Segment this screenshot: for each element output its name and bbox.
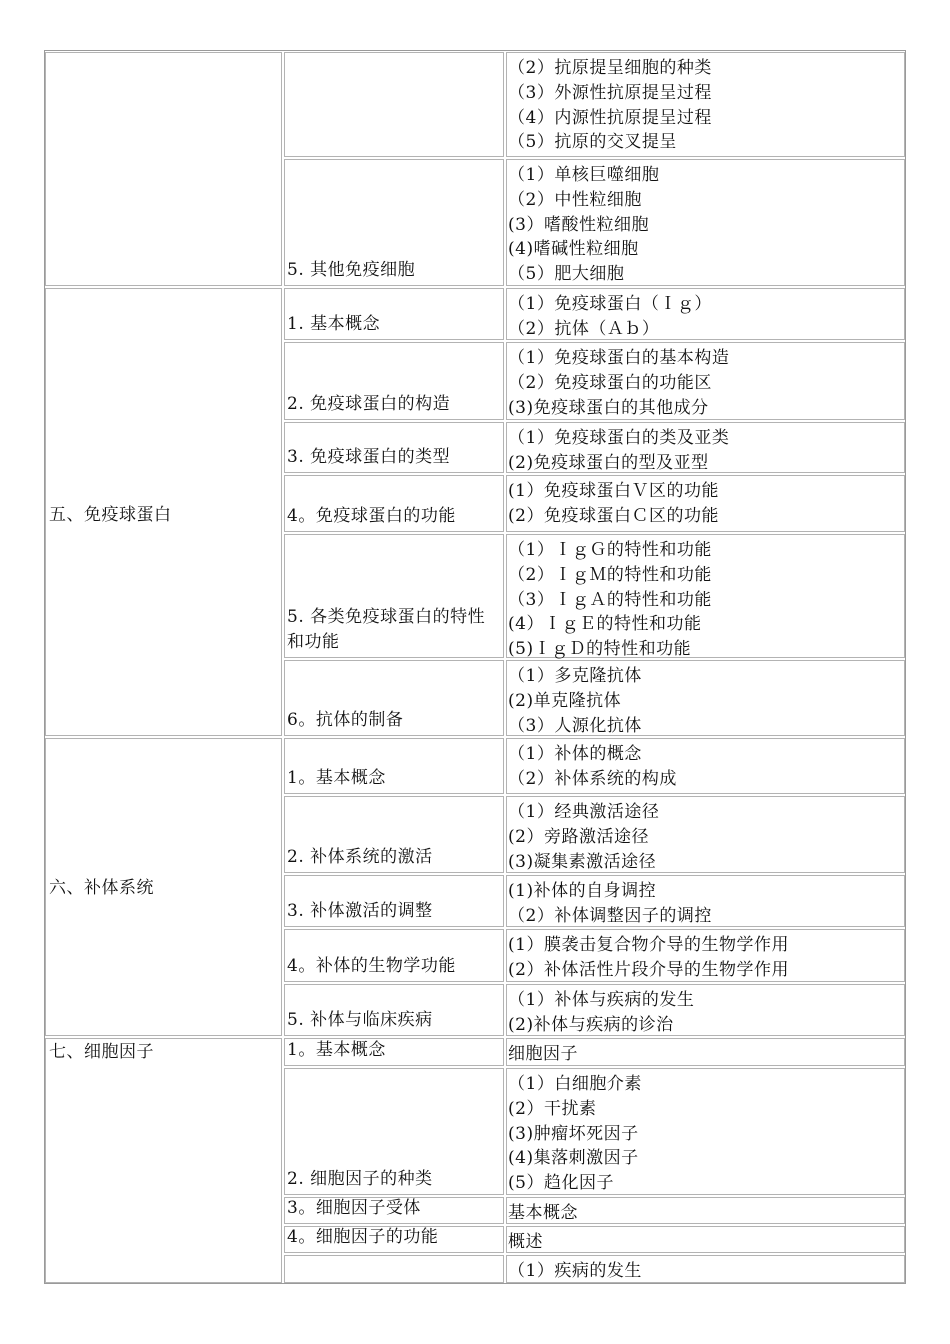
item-cell — [284, 159, 504, 286]
detail-line: 细胞因子 — [508, 1044, 578, 1064]
item-label: 5. 各类免疫球蛋白的特性和功能 — [287, 607, 486, 653]
detail-cell — [506, 660, 905, 736]
item-cell — [284, 534, 504, 658]
detail-list — [508, 800, 659, 874]
detail-line: （2）补体系统的构成 — [508, 768, 677, 789]
item-cell — [284, 660, 504, 736]
section-title: 七、细胞因子 — [49, 1042, 154, 1062]
detail-line: （2）免疫球蛋白的功能区 — [508, 372, 712, 393]
detail-list — [508, 479, 719, 529]
item-label: 1。基本概念 — [287, 768, 386, 789]
detail-line: （2）ＩｇＭ的特性和功能 — [508, 564, 712, 585]
detail-line: （2）补体调整因子的调控 — [508, 905, 712, 926]
detail-line: (3)肿瘤坏死因子 — [508, 1123, 639, 1144]
item-label: 2. 补体系统的激活 — [287, 847, 433, 868]
detail-cell — [506, 475, 905, 532]
detail-cell — [506, 1255, 905, 1283]
detail-list — [508, 56, 712, 155]
item-label: 3。细胞因子受体 — [287, 1198, 421, 1219]
detail-line: （1）单核巨噬细胞 — [508, 165, 660, 185]
item-label: 1。基本概念 — [287, 1040, 386, 1061]
detail-line: (3)免疫球蛋白的其他成分 — [508, 397, 709, 418]
detail-list — [508, 292, 712, 342]
detail-list — [508, 346, 729, 420]
detail-list — [508, 1201, 578, 1226]
item-label: 5. 补体与临床疾病 — [287, 1010, 433, 1031]
detail-line: 基本概念 — [508, 1203, 578, 1223]
detail-line: (2)单克隆抗体 — [508, 690, 622, 711]
item-cell — [284, 738, 504, 794]
detail-line: （1）白细胞介素 — [508, 1074, 642, 1094]
detail-line: （1）补体的概念 — [508, 744, 642, 764]
detail-list — [508, 1259, 642, 1284]
detail-line: (1)补体的自身调控 — [508, 881, 657, 901]
detail-line: （4）内源性抗原提呈过程 — [508, 107, 712, 128]
detail-line: （2）抗体（Ａｂ） — [508, 318, 660, 339]
detail-list — [508, 933, 789, 983]
detail-list — [508, 1042, 578, 1067]
item-label: 1. 基本概念 — [287, 314, 381, 335]
detail-list — [508, 664, 642, 738]
item-cell — [284, 929, 504, 982]
detail-list — [508, 163, 659, 287]
detail-line: (4)嗜碱性粒细胞 — [508, 239, 639, 260]
detail-line: （3）ＩｇＡ的特性和功能 — [508, 589, 712, 610]
detail-list — [508, 988, 694, 1038]
detail-line: (3)凝集素激活途径 — [508, 851, 657, 872]
item-cell — [284, 1255, 504, 1283]
item-label: 4。补体的生物学功能 — [287, 956, 456, 977]
item-cell — [284, 475, 504, 532]
section-cell — [45, 288, 282, 736]
item-cell — [284, 1038, 504, 1066]
detail-line: （5）抗原的交叉提呈 — [508, 132, 677, 153]
item-label: 4。免疫球蛋白的功能 — [287, 506, 456, 527]
detail-list — [508, 1230, 543, 1255]
section-title: 五、免疫球蛋白 — [49, 505, 172, 525]
detail-line: 概述 — [508, 1232, 543, 1252]
detail-line: (2）免疫球蛋白Ｃ区的功能 — [508, 505, 719, 526]
detail-cell — [506, 875, 905, 927]
detail-list — [508, 1072, 642, 1196]
section-title: 六、补体系统 — [49, 878, 154, 898]
detail-cell — [506, 288, 905, 340]
detail-line: (2)免疫球蛋白的型及亚型 — [508, 452, 709, 473]
detail-cell — [506, 929, 905, 982]
detail-line: （3）人源化抗体 — [508, 715, 642, 736]
detail-line: (1）免疫球蛋白Ｖ区的功能 — [508, 481, 719, 501]
detail-list — [508, 742, 677, 792]
item-cell — [284, 875, 504, 927]
detail-cell — [506, 738, 905, 794]
item-label: 4。细胞因子的功能 — [287, 1227, 439, 1248]
section-cell — [45, 1038, 282, 1283]
detail-cell — [506, 422, 905, 473]
item-cell — [284, 1197, 504, 1224]
item-cell — [284, 1068, 504, 1195]
item-cell — [284, 796, 504, 873]
detail-line: (2)补体与疾病的诊治 — [508, 1014, 674, 1035]
section-cell — [45, 52, 282, 286]
detail-cell — [506, 1197, 905, 1224]
item-label: 3. 免疫球蛋白的类型 — [287, 447, 451, 468]
item-label: 3. 补体激活的调整 — [287, 901, 433, 922]
detail-line: (3）嗜酸性粒细胞 — [508, 214, 649, 235]
detail-line: (1）膜袭击复合物介导的生物学作用 — [508, 935, 789, 955]
item-label: 2. 细胞因子的种类 — [287, 1169, 433, 1190]
detail-line: （1）疾病的发生 — [508, 1261, 642, 1281]
detail-list — [508, 426, 729, 476]
detail-cell — [506, 1068, 905, 1195]
detail-cell — [506, 1226, 905, 1253]
detail-line: （2）抗原提呈细胞的种类 — [508, 58, 712, 78]
detail-cell — [506, 1038, 905, 1066]
detail-line: (5）趋化因子 — [508, 1173, 614, 1194]
detail-line: （1）补体与疾病的发生 — [508, 990, 695, 1010]
detail-line: (2）旁路激活途径 — [508, 826, 649, 847]
detail-cell — [506, 342, 905, 420]
detail-line: （1）免疫球蛋白（Ｉｇ） — [508, 294, 712, 314]
detail-line: (2）干扰素 — [508, 1098, 597, 1119]
detail-line: （1）免疫球蛋白的类及亚类 — [508, 428, 730, 448]
detail-line: （1）经典激活途径 — [508, 802, 660, 822]
item-cell — [284, 422, 504, 473]
section-cell — [45, 738, 282, 1036]
detail-cell — [506, 159, 905, 286]
detail-line: （2）中性粒细胞 — [508, 189, 642, 210]
syllabus-table — [44, 50, 906, 1284]
item-label: 6。抗体的制备 — [287, 710, 404, 731]
detail-cell — [506, 796, 905, 873]
detail-list — [508, 879, 712, 929]
detail-line: （3）外源性抗原提呈过程 — [508, 82, 712, 103]
detail-cell — [506, 534, 905, 658]
detail-cell — [506, 984, 905, 1036]
item-cell — [284, 288, 504, 340]
detail-line: (2）补体活性片段介导的生物学作用 — [508, 959, 789, 980]
detail-line: (4）ＩｇＥ的特性和功能 — [508, 614, 702, 635]
detail-line: （1）ＩｇＧ的特性和功能 — [508, 540, 712, 560]
item-cell — [284, 342, 504, 420]
item-cell — [284, 1226, 504, 1253]
detail-line: (5)ＩｇＤ的特性和功能 — [508, 639, 692, 660]
detail-cell — [506, 52, 905, 157]
item-cell — [284, 984, 504, 1036]
item-label: 2. 免疫球蛋白的构造 — [287, 394, 451, 415]
detail-line: （1）免疫球蛋白的基本构造 — [508, 348, 730, 368]
detail-line: （1）多克隆抗体 — [508, 666, 642, 686]
detail-line: (4)集落刺激因子 — [508, 1148, 639, 1169]
item-cell — [284, 52, 504, 157]
detail-line: （5）肥大细胞 — [508, 264, 625, 285]
detail-list — [508, 538, 712, 662]
item-label: 5. 其他免疫细胞 — [287, 260, 416, 281]
